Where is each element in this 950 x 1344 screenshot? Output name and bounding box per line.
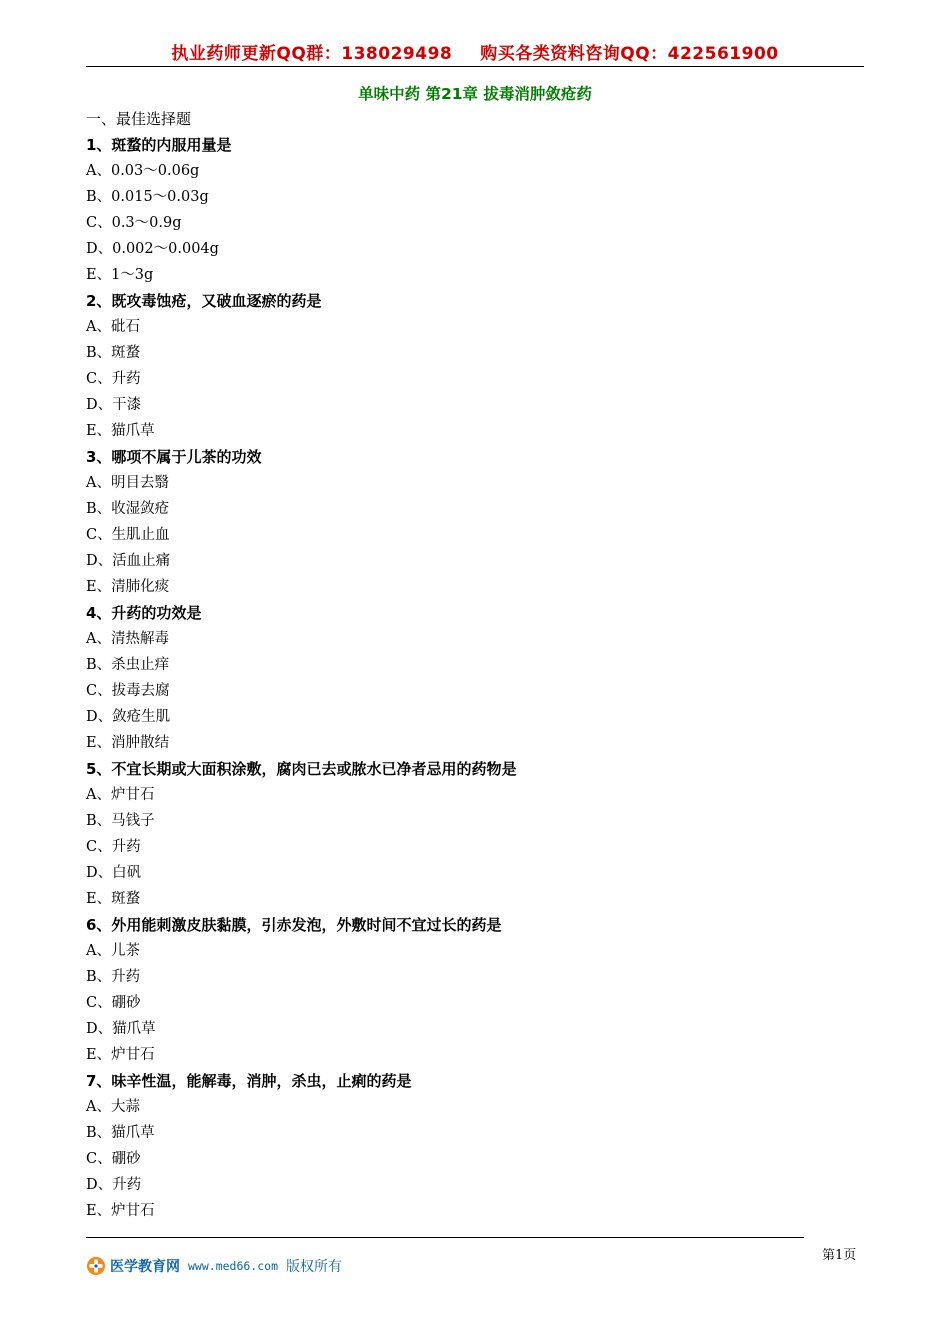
- question-block: [86, 1068, 864, 1224]
- header-divider: [86, 66, 864, 67]
- brand-url-link[interactable]: www.med66.com: [188, 1259, 279, 1273]
- answer-option: E、清肺化痰: [86, 579, 170, 595]
- question-stem: 6、外用能刺激皮肤黏膜，引赤发泡，外敷时间不宜过长的药是: [86, 916, 502, 934]
- question-stem: 7、味辛性温，能解毒，消肿，杀虫，止痢的药是: [86, 1072, 412, 1090]
- answer-option: B、猫爪草: [86, 1125, 155, 1141]
- answer-option: B、升药: [86, 969, 141, 985]
- answer-option: E、斑蝥: [86, 891, 141, 907]
- answer-option: B、杀虫止痒: [86, 657, 170, 673]
- question-block: [86, 444, 864, 600]
- document-title: 单味中药 第21章 拔毒消肿敛疮药: [358, 85, 592, 103]
- document-body: [86, 106, 864, 1224]
- answer-option: C、升药: [86, 371, 141, 387]
- answer-option: A、0.03～0.06g: [86, 163, 200, 179]
- question-stem: 1、斑蝥的内服用量是: [86, 136, 232, 154]
- answer-option: E、炉甘石: [86, 1203, 155, 1219]
- med66-logo-icon: [86, 1256, 106, 1276]
- question-stem: 3、哪项不属于儿茶的功效: [86, 448, 262, 466]
- page-number: 第1页: [822, 1248, 857, 1263]
- answer-option: D、活血止痛: [86, 553, 171, 569]
- answer-option: D、敛疮生肌: [86, 709, 171, 725]
- answer-option: E、1～3g: [86, 267, 154, 283]
- brand-name: 医学教育网: [110, 1259, 180, 1275]
- answer-option: D、干漆: [86, 397, 142, 413]
- answer-option: A、儿茶: [86, 943, 140, 959]
- question-block: [86, 912, 864, 1068]
- footer-brand: [86, 1256, 342, 1276]
- answer-option: D、0.002～0.004g: [86, 241, 219, 257]
- question-stem: 5、不宜长期或大面积涂敷，腐肉已去或脓水已净者忌用的药物是: [86, 760, 517, 778]
- answer-option: A、炉甘石: [86, 787, 155, 803]
- answer-option: E、消肿散结: [86, 735, 170, 751]
- answer-option: C、升药: [86, 839, 141, 855]
- contact-qq-text: 购买各类资料咨询QQ：422561900: [480, 44, 779, 64]
- answer-option: D、猫爪草: [86, 1021, 156, 1037]
- answer-option: A、明目去翳: [86, 475, 169, 491]
- question-block: [86, 600, 864, 756]
- section-title: 一、最佳选择题: [86, 110, 192, 128]
- question-block: [86, 132, 864, 288]
- question-block: [86, 288, 864, 444]
- answer-option: E、炉甘石: [86, 1047, 155, 1063]
- qq-group-text: 执业药师更新QQ群：138029498: [171, 44, 453, 64]
- answer-option: A、清热解毒: [86, 631, 169, 647]
- answer-option: E、猫爪草: [86, 423, 155, 439]
- answer-option: C、拔毒去腐: [86, 683, 170, 699]
- answer-option: B、斑蝥: [86, 345, 141, 361]
- answer-option: A、大蒜: [86, 1099, 140, 1115]
- answer-option: C、0.3～0.9g: [86, 215, 182, 231]
- question-stem: 4、升药的功效是: [86, 604, 202, 622]
- answer-option: C、硼砂: [86, 995, 141, 1011]
- header-banner: [86, 42, 864, 66]
- answer-option: C、硼砂: [86, 1151, 141, 1167]
- answer-option: A、砒石: [86, 319, 140, 335]
- answer-option: D、升药: [86, 1177, 142, 1193]
- answer-option: B、马钱子: [86, 813, 155, 829]
- copyright-text: 版权所有: [286, 1259, 343, 1275]
- answer-option: B、收湿敛疮: [86, 501, 170, 517]
- footer-divider: [86, 1237, 804, 1238]
- answer-option: D、白矾: [86, 865, 142, 881]
- question-block: [86, 756, 864, 912]
- answer-option: B、0.015～0.03g: [86, 189, 209, 205]
- answer-option: C、生肌止血: [86, 527, 170, 543]
- question-stem: 2、既攻毒蚀疮，又破血逐瘀的药是: [86, 292, 322, 310]
